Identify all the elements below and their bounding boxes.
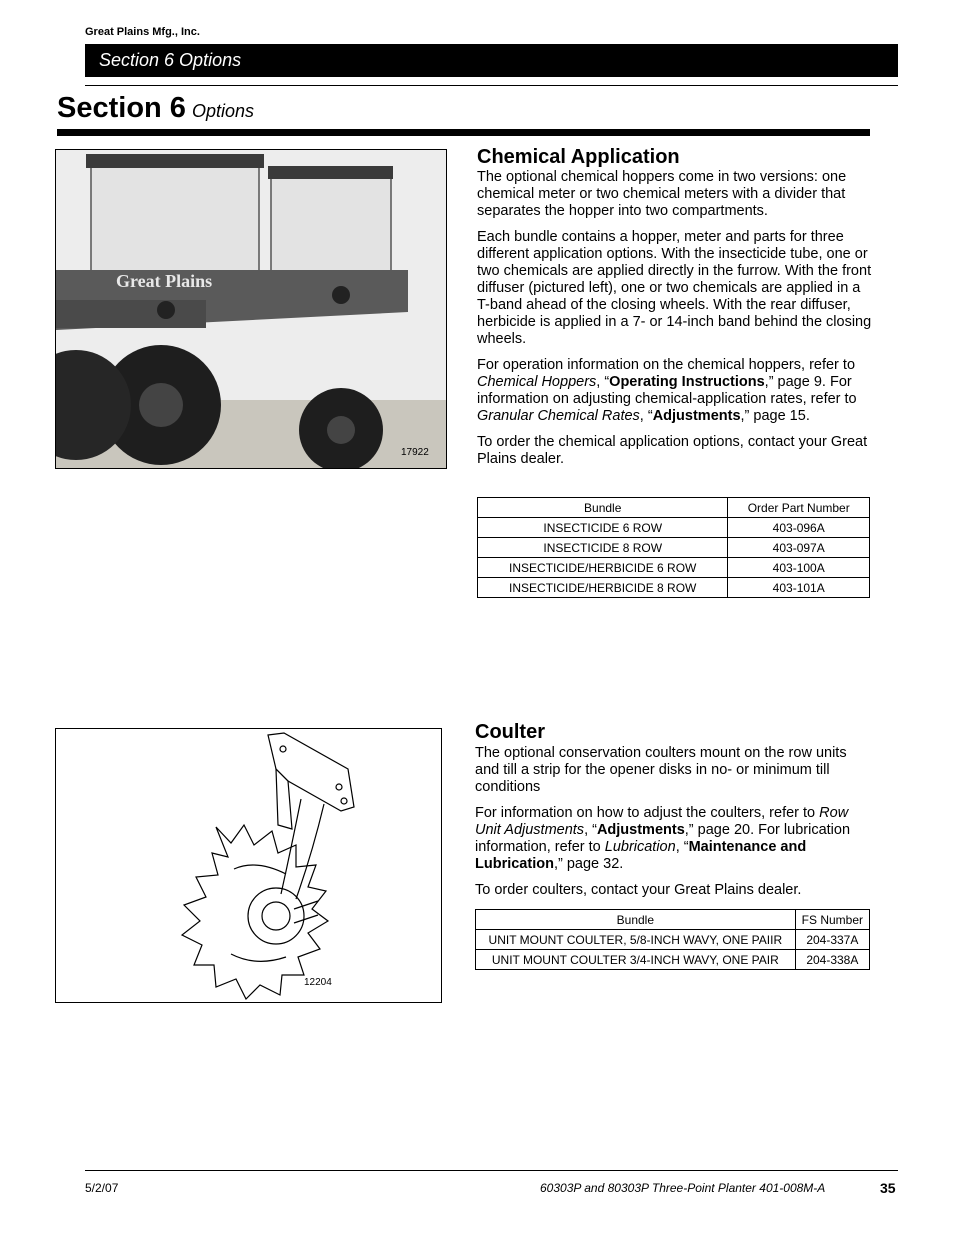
page-title-main: Section 6 bbox=[57, 92, 186, 124]
planter-hopper-illustration bbox=[56, 150, 446, 468]
table-header-cell: FS Number bbox=[795, 910, 869, 930]
reference-operating-instructions: Operating Instructions bbox=[609, 374, 765, 390]
text-run: For information on how to adjust the coulters, refer to bbox=[475, 805, 820, 821]
title-divider bbox=[57, 129, 870, 136]
reference-maintenance-and-lubrication: Maintenance and Lubrication bbox=[475, 839, 807, 872]
coulter-line-drawing bbox=[56, 729, 441, 1002]
coulter-paragraph: The optional conservation coulters mount on the row units and till a strip for the opener disks in no- or minimum till conditions bbox=[475, 745, 847, 795]
text-run: ,” page 32. bbox=[553, 856, 624, 872]
table-header-cell: Bundle bbox=[478, 498, 728, 518]
section-header-bar bbox=[85, 44, 898, 77]
table-cell: INSECTICIDE/HERBICIDE 6 ROW bbox=[478, 558, 728, 578]
table-cell: 403-097A bbox=[728, 538, 870, 558]
page-title bbox=[57, 92, 254, 125]
footer-date: 5/2/07 bbox=[85, 1181, 119, 1195]
figure-number: 17922 bbox=[401, 447, 429, 458]
footer-document-title: 60303P and 80303P Three-Point Planter 401-008M-A bbox=[540, 1181, 826, 1195]
reference-adjustments: Adjustments bbox=[596, 822, 685, 838]
table-row bbox=[478, 578, 870, 598]
table-header-row bbox=[476, 910, 870, 930]
chemical-hopper-photo bbox=[55, 149, 447, 469]
coulter-body bbox=[475, 745, 873, 908]
chemical-bundle-table bbox=[477, 497, 870, 598]
table-header-cell: Order Part Number bbox=[728, 498, 870, 518]
reference-granular-chemical-rates: Granular Chemical Rates bbox=[477, 408, 640, 424]
coulter-paragraph bbox=[475, 805, 873, 873]
text-run: , “ bbox=[639, 408, 653, 424]
text-run: ,” page 9. For information on adjusting chemical-application rates, refer to bbox=[477, 374, 857, 407]
table-cell: INSECTICIDE 8 ROW bbox=[478, 538, 728, 558]
table-row bbox=[478, 538, 870, 558]
page-number: 35 bbox=[880, 1180, 896, 1196]
table-row bbox=[476, 950, 870, 970]
chemical-heading: Chemical Application bbox=[477, 146, 680, 168]
company-name: Great Plains Mfg., Inc. bbox=[85, 26, 200, 38]
figure-number: 12204 bbox=[304, 977, 332, 988]
text-run: ,” page 20. For lubrication information, refer to bbox=[475, 822, 851, 855]
table-row bbox=[478, 558, 870, 578]
reference-adjustments: Adjustments bbox=[652, 408, 741, 424]
footer-divider bbox=[85, 1170, 898, 1171]
table-cell: UNIT MOUNT COULTER 3/4-INCH WAVY, ONE PAIR bbox=[476, 950, 796, 970]
table-cell: UNIT MOUNT COULTER, 5/8-INCH WAVY, ONE PAIIR bbox=[476, 930, 796, 950]
chemical-paragraph: To order the chemical application options, contact your Great Plains dealer. bbox=[477, 434, 868, 467]
reference-chemical-hoppers: Chemical Hoppers bbox=[477, 374, 597, 390]
table-row bbox=[478, 518, 870, 538]
table-cell: INSECTICIDE/HERBICIDE 8 ROW bbox=[478, 578, 728, 598]
table-cell: 403-096A bbox=[728, 518, 870, 538]
table-cell: 403-101A bbox=[728, 578, 870, 598]
header-divider bbox=[85, 85, 898, 86]
chemical-paragraph bbox=[477, 357, 873, 425]
text-run: , “ bbox=[675, 839, 689, 855]
text-run: For operation information on the chemical hoppers, refer to bbox=[477, 357, 856, 373]
table-row bbox=[476, 930, 870, 950]
chemical-body bbox=[477, 169, 873, 477]
text-run: ,” page 15. bbox=[740, 408, 810, 424]
table-cell: INSECTICIDE 6 ROW bbox=[478, 518, 728, 538]
great-plains-logo: Great Plains bbox=[116, 271, 213, 291]
table-cell: 204-338A bbox=[795, 950, 869, 970]
text-run: , “ bbox=[596, 374, 610, 390]
coulter-drawing bbox=[55, 728, 442, 1003]
table-header-row bbox=[478, 498, 870, 518]
chemical-paragraph: Each bundle contains a hopper, meter and parts for three different application options. With the insecticide tube, one or two chemicals are applied directly in the furrow. With the front diffuser (pictured left), one or two chemicals are applied in a T-band ahead of the closing wheels. With the rear diffuser, herbicide is applied in a 7- or 14-inch band behind the closing wheels. bbox=[477, 229, 872, 347]
text-run: , “ bbox=[584, 822, 597, 838]
coulter-paragraph: To order coulters, contact your Great Plains dealer. bbox=[475, 882, 802, 898]
coulter-heading: Coulter bbox=[475, 721, 545, 743]
table-header-cell: Bundle bbox=[476, 910, 796, 930]
chemical-paragraph: The optional chemical hoppers come in two versions: one chemical meter or two chemical meters with a divider that separates the hopper into two compartments. bbox=[477, 169, 847, 219]
page-title-sub: Options bbox=[191, 101, 254, 121]
coulter-bundle-table bbox=[475, 909, 870, 970]
reference-row-unit-adjustments: Row Unit Adjustments bbox=[475, 805, 849, 838]
reference-lubrication: Lubrication bbox=[604, 839, 676, 855]
table-cell: 204-337A bbox=[795, 930, 869, 950]
section-header-label: Section 6 Options bbox=[99, 50, 242, 70]
table-cell: 403-100A bbox=[728, 558, 870, 578]
